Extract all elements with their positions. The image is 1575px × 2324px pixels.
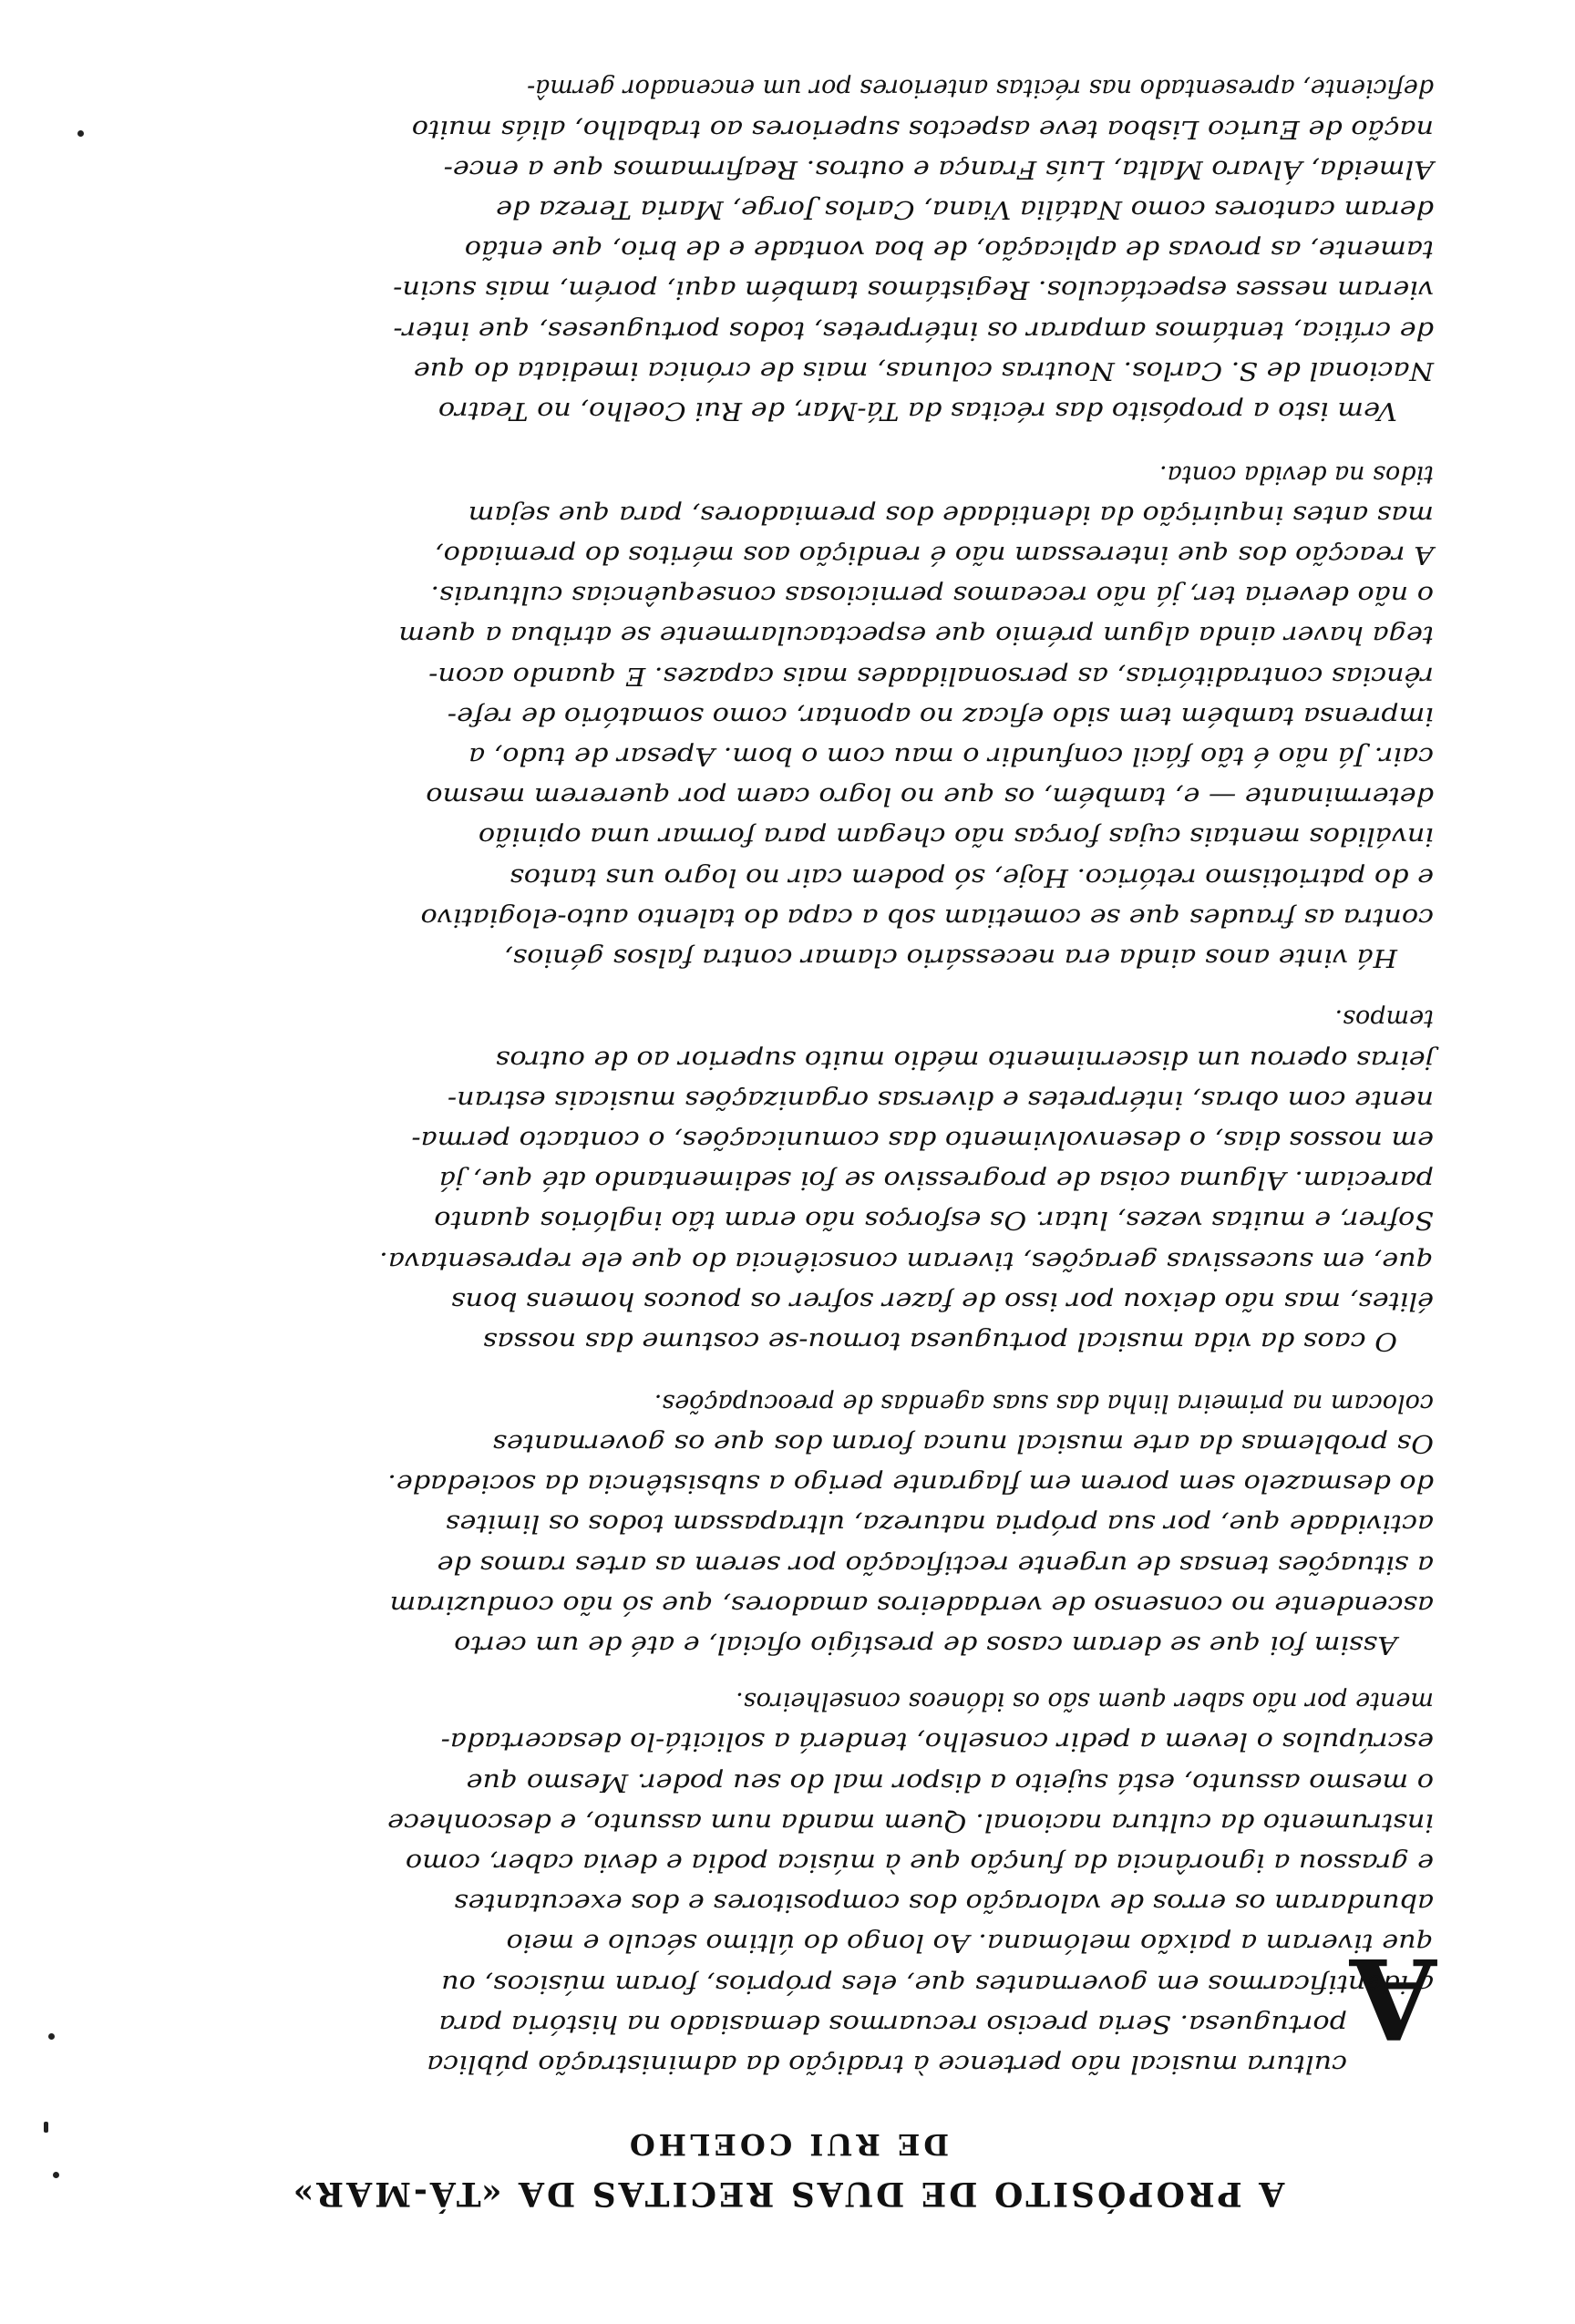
text-line: e do patriotismo retórico. Hoje, só podem cair no logro uns tantos [510,862,1434,891]
text-line: tamente, as provas de aplicação, de boa vontade e de brio, que então [464,235,1434,264]
text-line: do desmazelo sem porem em flagrante perigo a subsistência da sociedade. [387,1469,1434,1498]
text-line: Nacional de S. Carlos. Noutras colunas, mais de crónica imediata do que [413,355,1434,385]
text-line: a situações tensas de urgente rectificação por serem as artes ramos de [437,1549,1434,1578]
text-line: instrumento da cultura nacional. Quem manda num assunto, e desconhece [387,1807,1434,1836]
text-line: Sofrer, e muitas vezes, lutar. Os esforços não eram tão inglórios quanto [434,1206,1434,1235]
text-line: mas antes inquirição da identidade dos premiadores, para que sejam [468,499,1434,529]
text-line: abundaram os erros de valoração dos compositores e dos executantes [454,1888,1434,1918]
text-line: Assim foi que se deram casos de prestígio oficial, e até de um certo [454,1630,1397,1659]
text-line: colocam na primeira linha das suas agendas de preocupações. [654,1388,1434,1417]
text-line: e grassou a ignorância da função que à música podia e devia caber, como [405,1848,1434,1877]
text-line: de crítica, tentámos amparar os intérpretes, todos portugueses, que inter- [393,315,1434,344]
text-line: portuguesa. Seria preciso recuarmos demasiado na história para [438,2009,1347,2038]
text-line: imprensa também tem sido eficaz no apontar, como somatório de refe- [447,701,1434,730]
text-line: que tiveram a paixão melómana. Ao longo do último século e meio [506,1928,1434,1958]
dropcap-letter: A [1350,1933,1436,2064]
text-line: tidos na devida conta. [1159,459,1434,488]
text-line: ascendente no consenso de verdadeiros amadores, que só não conduziram [389,1589,1434,1619]
text-line: o mesmo assunto, está sujeito a dispor mal do seu poder. Mesmo que [466,1767,1434,1796]
text-line: determinante — e, também, os que no logro caem por quererem mesmo [426,782,1434,811]
margin-mark [48,2033,55,2040]
text-line: tega haver ainda algum prémio que espectacularmente se atribua a quem [398,621,1434,650]
text-line: que, em sucessivas gerações, tiveram consciência do que ele representava. [379,1246,1434,1275]
text-line: em nossos dias, o desenvolvimento das comunicações, o contacto perma- [411,1126,1434,1154]
text-line: deram cantores como Natália Viana, Carlos Jorge, Maria Tereza de [496,195,1434,223]
text-line: élites, mas não deixou por isso de fazer sofrer os poucos homens bons [450,1286,1434,1315]
text-line: mente por não saber quem são os idóneos conselheiros. [736,1687,1434,1716]
text-line: inválidos mentais cujas forças não chegam para formar uma opinião [478,822,1434,851]
text-line: nação de Eurico Lisboa teve aspectos superiores ao trabalho, aliás muito [411,114,1434,143]
text-line: cultura musical não pertence à tradição da administração pública [427,2050,1347,2078]
text-line: pareciam. Alguma coisa de progressivo se foi sedimentando até que, já [438,1166,1434,1195]
text-line: O caos da vida musical portuguesa tornou-se costume das nossas [482,1327,1397,1355]
text-line: Os problemas da arte musical nunca foram dos que os governantes [492,1429,1434,1457]
text-line: deficiente, apresentado nas récitas anteriores por um encenador germâ- [527,74,1434,103]
text-line: Há vinte anos ainda era necessário clamar contra falsos génios, [504,943,1397,972]
article-title: A PROPÓSITO DE DUAS RECITAS DA «TÁ-MAR» [290,2175,1285,2213]
text-line: a identificarmos em governantes que, eles próprios, foram músicos, ou [441,1969,1434,1998]
text-line: tempos. [1334,1004,1434,1033]
text-line: contra as fraudes que se cometiam sob a capa do talento auto-elogiativo [420,902,1434,931]
text-line: jeiras operou um discernimento médio muito superior ao de outros [495,1044,1434,1074]
text-line: o não deveria ter, já não receamos perniciosas consequências culturais. [430,581,1434,610]
text-line: actividade que, por sua própria natureza, ultrapassam todos os limites [445,1509,1434,1538]
article-subtitle: DE RUI COELHO [625,2127,950,2162]
text-line: Vem isto a propósito das récitas da Tá-Mar, de Rui Coelho, no Teatro [438,396,1397,425]
text-line: vieram nesses espectáculos. Registámos também aqui, porém, mais sucin- [393,275,1434,304]
text-line: nente com obras, intérpretes e diversas organizações musicais estran- [447,1085,1434,1114]
text-line: escrúpulos o levem a pedir conselho, tenderá a solicitá-lo desacertada- [440,1727,1434,1756]
text-line: A reacção dos que interessam não é rendição aos méritos do premiado, [435,540,1434,569]
text-line: rências contraditórias, as personalidades mais capazes. E quando acon- [428,661,1434,690]
text-line: Almeida, Álvaro Malta, Luís França e outros. Reafirmamos que a ence- [443,154,1434,183]
text-line: cair. Já não é tão fácil confundir o mau com o bom. Apesar de tudo, a [468,742,1434,770]
margin-mark [77,130,84,137]
